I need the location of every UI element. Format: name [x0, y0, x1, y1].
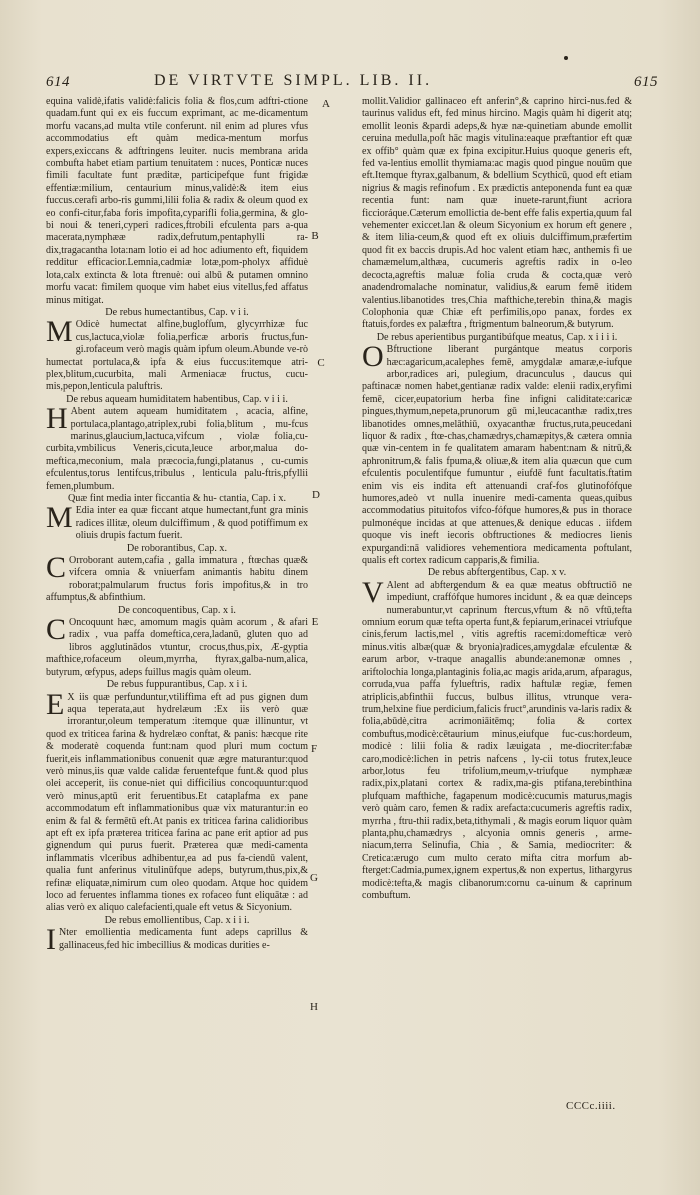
margin-letter: C [317, 357, 325, 369]
margin-letter: B [311, 230, 319, 242]
section-heading: De rebus fuppurantibus, Cap. x i i. [106, 679, 248, 691]
section-heading: De rebus aqueam humiditatem habentibus, Cap. v i i i. [66, 393, 288, 405]
drop-initial: C [46, 613, 67, 647]
paragraph-text: Oncoquunt hæc, amomum magis quàm acorum , & afari radix , vua paffa domeftica,cera,ladanū, gluten quo ad libros agglutinādos vtuntur, crocus,thus,pix, Æ-gyptia mafthice,rofaceum oleum,myrrha, ftyrax,galba-num,alica, butyrum, œfypus, adeps fuillus magis quàm oleum. [46, 617, 308, 678]
paragraph [46, 315, 308, 393]
signature-mark: CCCc.iiii. [566, 1100, 616, 1112]
paragraph [46, 551, 308, 605]
right-column [362, 96, 632, 902]
drop-initial: M [46, 501, 73, 535]
section-heading: Quæ fint media inter ficcantia & hu- ctantia, Cap. i x. [67, 493, 287, 504]
drop-initial: H [46, 402, 68, 436]
paragraph [46, 501, 308, 542]
paragraph [46, 923, 308, 957]
drop-initial: O [362, 340, 384, 374]
paragraph [46, 402, 308, 493]
section-heading: De rebus abftergentibus, Cap. x v. [427, 567, 567, 579]
section-heading: De roborantibus, Cap. x. [126, 542, 228, 554]
margin-letter: D [312, 489, 320, 501]
paragraph: equina validè,ifatis validè:falicis folia & flos,cum adftri-ctione quadam.funt qui ex eis fuccum exprimant, ac me-dicamentum morfu vacans,ad multa vtile conferunt. nil enim ad plures vfus accommodatius eft quàm medica-mentum morfus expers,exiccans & adftringens leuiter. nucis membrana arida combufta habet etiam partium tenuitatem : nuces, Ponticæ nuces fimili facultate funt præditæ, participefque funt frigidæ effentiæ:milium, centaurium minus,validè:& item eius fuccus.cerafi arbo-ris gummi,lilii folia & radix & oleum quod ex eo confi-citur,faba foris impofita,cyparifli folia,germina, & glo-bi noui & teneri,cyperi radices,ftrobili efculenta pars a-qua macerata,nymphææ radix,defrutum,pentaphylli ra-dix,tragacantha lota:nam lotio ei ad hoc adiumento eft, fiquidem redditur efficacior.Lemnia,cadmiæ lotæ,pom-pholyx affiduè lota,calx extincta & lota ftrenuè: oui albū & putamen omnino morfu vacat: fimilem quoque vim habet eius vitellus,fed affatus minus mitigat. [46, 96, 308, 306]
drop-initial: M [46, 315, 73, 349]
margin-letter: F [310, 743, 318, 755]
paragraph-text: X iis quæ perfunduntur,vtiliffima eft ad pus gignen dum aqua teperata,aut hydrelæum :Ex iis verò quæ irrorantur,oleum temperatum :itemque quæ illinuntur, vt quod ex triticea farina & hydrelæo conftat, & panis: hæcque rite & moderatè coquenda funt:nam quod pluri mum coctum fuerit,eis inflammationibus conuenit quæ ægre maturantur:quod verò minus,iis quæ valde calidæ feruentefque funt.& quod plus olei acceperit, iis conue-niet qui difficilius concoquuntur:quod verò minus,aptū erit feruentibus.Et cataplafma ex pane accommodatum eft inflammationibus quæ vix maturantur:in eo enim & fal & fermētū eft.At panis ex triticea farina calidioribus apt eft ex ipfa præterea triticea farina ac pane erit aptior ad pus gignendum qui purus fuerit. Præterea quæ medi-camenta inflammatis vlceribus adhibentur,ea ad pus fa-ciendū valent, qualia funt anferinus vitulinūfque adeps, butyrum,thus,pix,& refinæ eliquatæ,nimirum cum oleo quodam. Atque hoc quidem loco ad feruentes inflamma tiones ex rofaceo funt eliquātæ : ad alias verò ex aliquo calefacienti,quale eft vetus & Sicyonium. [46, 691, 308, 914]
paragraph-text: Abent autem aqueam humiditatem , acacia, alfine, portulaca,plantago,atriplex,rubi folia,blitum , mu-fcus marinus,glaucium,lactuca,vifcum , violæ folia,cu-curbita,vmbilicus Veneris,cicuta,leuce arbor,malua do-meftica,meconium, mala præcocia,fungi,platanus , cu-cumis efculentus,torus lentifcus,tribulus , lenticula palu-ftris,pfyllii femen,plumbum. [46, 406, 308, 492]
section-heading: De concoquentibus, Cap. x i. [118, 604, 236, 616]
margin-letter: E [311, 616, 319, 628]
margin-letter: H [310, 1001, 318, 1013]
left-column [46, 96, 308, 957]
page-number-left: 614 [46, 74, 70, 90]
drop-initial: C [46, 551, 67, 585]
drop-initial: I [46, 923, 56, 957]
paragraph [362, 340, 632, 567]
section-heading: De rebus emollientibus, Cap. x i i i. [104, 914, 250, 926]
paragraph [46, 687, 308, 915]
margin-letter: G [310, 872, 318, 884]
paragraph: mollit.Validior gallinaceo eft anferin°,& caprino hirci-nus.fed & taurinus validus eft, fed minus hircino. Magis quàm hi digerit atq; emollit leonis &pardi adeps,& hyæ næ-quinetiam abunde emollit ceruina medulla,poſt hāc magis vitulina:eaque præftantior eft quæ ex offib° quàm quæ ex fpina excipitur.Huius quoque generis eft, fed va-lentius emollit thymiama:ac magis quod pingue nouūm que eft.Itemque ftyrax,galbanum, & bdellium Scythicū, quod eft etiam nigrius & magis refinofum . Ex prædictis anteponenda funt ea quæ recentia funt: nam quæ inuete-rarunt,fiunt acriora ficcioráque.Cæterum emollictia de-bent effe falis expertia,quum fal vehementer exiccet.lan & oleum Sicyonium ex horum eft genere , & item lilia-ceum,& quod eft ex oliuis dulciffimum,præfertim quod fit ex baccis drupis.Ad hoc valent etiam hæc, anthemis fi ue chamæmelum,althæa, cucumeris agreftis radix in o-leo decocta,agreftis maluæ folia cruda & cocta,quæ verò anadendromalache nominatur, validius,& earum femē itidem valentius.libanotides tres,Chia mafthiche,terebin thina,& magis Colophonia quæ Chiæ eft perfimilis,opo panax, fordes ex ftatuis,fordes ex palæftra , ftrigmentum balneorum,& butyrum. [362, 96, 632, 331]
paragraph-text: Orroborant autem,cafia , galla immatura , ftœchas quæ& vifcera omnia & vniuerfam animantis habitu dinem roborat;palmularum fructus foris impofitus,& in tro affumptus,& abfinthium. [46, 555, 308, 604]
paragraph-text: Alent ad abftergendum & ea quæ meatus obftructiō ne impediunt, craffófque humores incidunt , & ea quæ deinceps numerabuntur,vt caprinum ftercus,vftum & nō vftū,tefta omnium eorum quæ tefta operta funt,& fepiarum,erinacei vtriufque cinis,ferum lactis,mel , vitis agreftis racemi:domefticæ verò minus.vitis albæ(quæ & bryonia)radices,amygdalæ efculentæ & earum arbor, v-traque anagallis abunde:anemonæ omnes , ariftolochia longa,plantaginis folia,ac magis arida,arum, afparagus, corruda,vua paffa fylueftris, radix haftulæ regiæ, femen atriplicis,abfinthii fuccus, bulbus illitus, vtrunque vera-trum,helxine fiue perdicium,falicis fruct°,arundinis va-laris radix & folia,abūdè,citra acrimoniāitēmq; folia & cortex combuftus,modicè:cētaurium minus,eiufque fuc-cus:hordeum, modicè : lilii folia & radix læuigata , me-diocriter:fabæ caro,modicè:lichen in petris nafcens , ly-cii totus frutex,leuce arbor,lotus feu trifolium,meum,v-triufque nymphææ radix,pix,platani cortex & radix,ma-gis ptifana,terebinthina plufquam mafthiche, fagapenum modicè:cucumis maturus,magis verò quàm caro, femen & radix arefacta:cucumeris agreftis radix, myrrha , ftru-thii radix,beta,tithymali , & magis eorum liquor quàm planta,phu,chamædrys , alcyonia omnis generis , arme-niacum,terra Selinufia, Chia , & Samia, mediocriter: & Cretica:ærugo cum multo cerato mifta citra morfum ab-fterget:Cadmia,pumex,ignem expertus,& non expertus, lithargyrus modicè:tefta,& magis clibanorum:cornu ca-uinum & caprinum combuftum. [362, 579, 632, 901]
margin-letter: A [322, 98, 330, 110]
paragraph-text: Odicè humectat alfine,buglofſum, glycyrrhizæ fuc cus,lactuca,violæ folia,perficæ arboris fructus,fun-gi.rofaceum verò magis quàm ipfum oleum.Abunde ve-rò humectat portulaca,& ipfa & eius fuccus:itemque atri-plex,blitum,cucurbita, mali Armeniacæ fructus, cucu-mis,pepon,lenticula paluftris. [46, 319, 308, 393]
ink-dot [564, 56, 568, 60]
section-heading: De rebus humectantibus, Cap. v i i. [105, 306, 249, 318]
paragraph-text: Edia inter ea quæ ficcant atque humectant,funt gra minis radices illitæ, oleum dulciffimum , & quod potiffimum ex oliuis drupis factum fuerit. [75, 505, 308, 542]
running-title: DE VIRTVTE SIMPL. LIB. II. [154, 72, 433, 89]
paragraph [46, 613, 308, 679]
page-header [46, 70, 658, 96]
paragraph [362, 575, 632, 903]
drop-initial: E [46, 687, 65, 721]
paragraph-text: Bftructione liberant purgántque meatus corporis hæc:agaricum,acalephes femē, amygdalæ amaræ,e-iufque arbor,radices ari, pulegium, dracunculus , daucus qui paftinacæ nomen habet,gentianæ radix valde: elenii radix,eryfimi femē, cicer,eupatorium herba fine infigni caliditate:caricæ pingues,thymum,nepeta,prunorum gū mi,leucacanthæ radix,tres libanotides omnes,melāthiū, oxyacanthæ fructus,ruta,peucedani liquor & radix , ftœ-chas,chamædrys,chamæpitys,& cætera omnia quæ vin-centem in fe qualitatem amaram habent:nam & nitrū,& aphronitrum,& falis fpuma,& oliuæ,& item alia quæcun que cum efculentis poculentifque fumuntur , eiufdē funt facultatis.ftatim enim vis eis indita eft attenuandi craf-fos glutinofófque humores,adeò vt nulla inuenire medi-camenta queas,quibus accommodatius pituitofos vifco-fófque humores,& pus in thorace pulmonéque incidas at que attenues,& denique educas . iifdem quoque vis ineft iecoris obftructiones & mediocres lienis expurgandi:nā validiores vehementiora medicamenta poftulant, qualis eft cortex radicum capparis,& fimilia. [362, 344, 632, 567]
section-heading: De rebus aperientibus purgantibúfque meatus, Cap. x i i i i. [376, 331, 618, 343]
page-number-right: 615 [634, 74, 658, 90]
paragraph-text: Nter emollientia medicamenta funt adeps caprillus & gallinaceus,fed hic imbecillius & modicas durities e- [59, 927, 308, 951]
drop-initial: V [362, 575, 384, 609]
